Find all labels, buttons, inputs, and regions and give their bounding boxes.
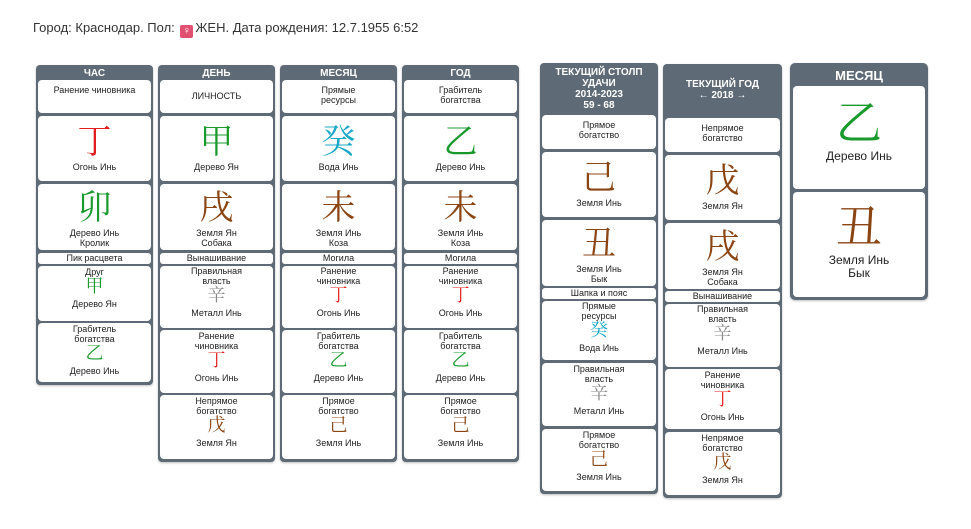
heavenly-stem: 癸 Вода Инь [282,116,395,181]
pillar-current-month [790,63,928,300]
earthly-branch: 未 Земля Инь Коза [404,184,517,250]
pillar-luck [540,63,658,494]
earthly-branch: 丑 Земля Инь Бык [542,220,656,286]
heavenly-stem: 甲 Дерево Ян [160,116,273,181]
pillar-title: ДЕНЬ [202,68,231,79]
hidden-stem: Прямые ресурсы 癸 Вода Инь [542,301,656,360]
growth-stage: Вынашивание [665,291,780,302]
ten-god-label: ЛИЧНОСТЬ [160,80,273,113]
hidden-stem: Непрямое богатство 戊 Земля Ян [160,395,273,459]
heavenly-stem: 乙 Дерево Инь [793,86,925,189]
pillar-month [280,65,397,462]
hidden-stem: Грабитель богатства 乙 Дерево Инь [38,323,151,382]
hidden-stem: Грабитель богатства 乙 Дерево Инь [282,330,395,393]
hidden-stem: Грабитель богатства 乙 Дерево Инь [404,330,517,393]
hidden-stem: Непрямое богатство 戊 Земля Ян [665,432,780,495]
hidden-stem: Правильная власть 辛 Металл Инь [665,304,780,367]
growth-stage: Шапка и пояс [542,288,656,299]
ten-god-label: Прямые ресурсы [282,80,395,113]
pillar-day [158,65,275,462]
pillar-title: МЕСЯЦ [835,68,883,83]
current-year-title: ТЕКУЩИЙ ГОД ← 2018 → [663,64,782,103]
hidden-stem: Ранение чиновника 丁 Огонь Инь [404,266,517,328]
heavenly-stem: 己 Земля Инь [542,152,656,217]
earthly-branch: 丑 Земля Инь Бык [793,192,925,297]
city-label: Город: Краснодар. Пол: [33,20,175,35]
pillar-title: МЕСЯЦ [320,68,357,79]
female-icon: ♀ [180,25,193,38]
birth-info [33,20,418,38]
earthly-branch: 戌 Земля Ян Собака [665,223,780,289]
birth-date: Дата рождения: 12.7.1955 6:52 [232,20,419,35]
hidden-stem: Друг 甲 Дерево Ян [38,266,151,321]
earthly-branch: 卯 Дерево Инь Кролик [38,184,151,250]
hidden-stem: Правильная власть 辛 Металл Инь [160,266,273,328]
heavenly-stem: 乙 Дерево Инь [404,116,517,181]
heavenly-stem: 丁 Огонь Инь [38,116,151,181]
pillar-hour [36,65,153,385]
year-switcher[interactable]: ← 2018 → [698,90,747,101]
luck-pillar-title: ТЕКУЩИЙ СТОЛП УДАЧИ 2014-2023 59 - 68 [555,67,643,111]
hidden-stem: Прямое богатство 己 Земля Инь [542,429,656,491]
heavenly-stem: 戊 Земля Ян [665,155,780,220]
earthly-branch: 未 Земля Инь Коза [282,184,395,250]
hidden-stem: Ранение чиновника 丁 Огонь Инь [282,266,395,328]
pillar-title: ЧАС [83,68,106,79]
pillar-title: ГОД [450,68,471,79]
growth-stage: Могила [404,253,517,264]
pillar-current-year [663,64,782,498]
pillar-year [402,65,519,462]
earthly-branch: 戌 Земля Ян Собака [160,184,273,250]
ten-god-label: Ранение чиновника [38,80,151,113]
hidden-stem: Прямое богатство 己 Земля Инь [404,395,517,459]
hidden-stem: Ранение чиновника 丁 Огонь Инь [665,369,780,429]
gender-value: ЖЕН. [195,20,230,35]
ten-god-label: Непрямое богатство [665,118,780,152]
growth-stage: Могила [282,253,395,264]
ten-god-label: Грабитель богатства [404,80,517,113]
hidden-stem: Правильная власть 辛 Металл Инь [542,363,656,426]
ten-god-label: Прямое богатство [542,115,656,149]
hidden-stem: Ранение чиновника 丁 Огонь Инь [160,330,273,393]
growth-stage: Вынашивание [160,253,273,264]
growth-stage: Пик расцвета [38,253,151,264]
hidden-stem: Прямое богатство 己 Земля Инь [282,395,395,459]
